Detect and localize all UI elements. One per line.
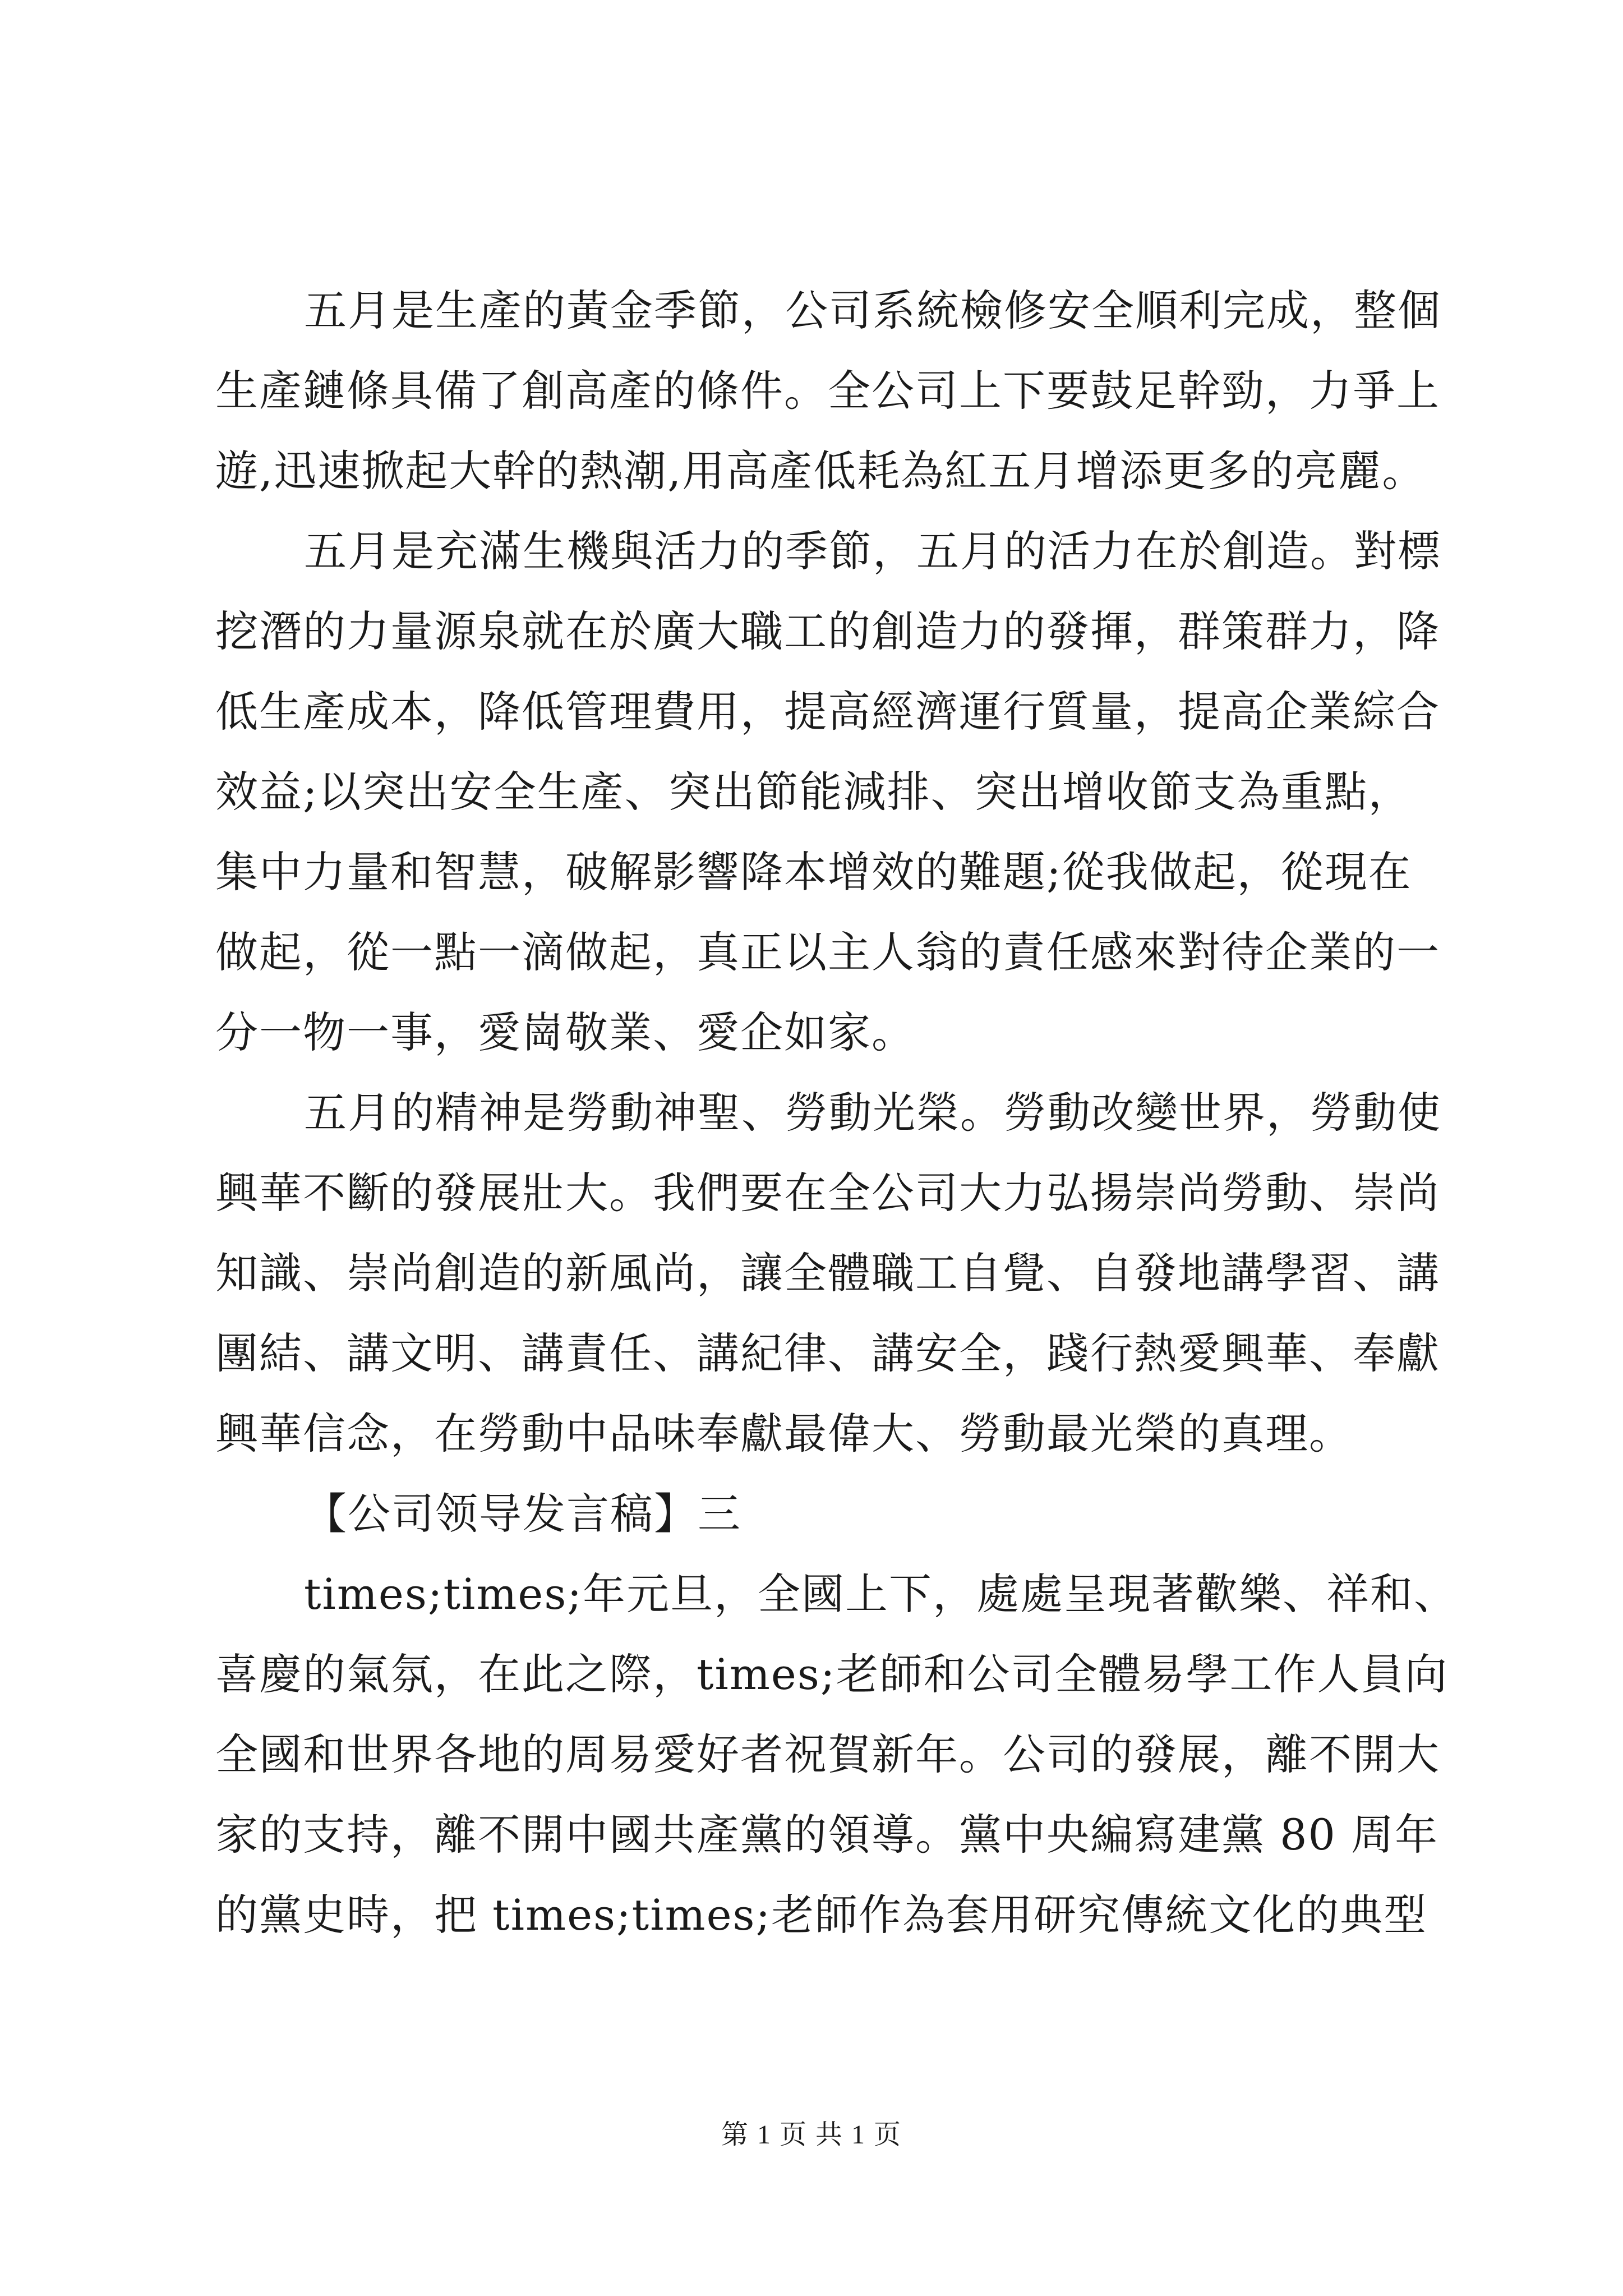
section-heading: 【公司领导发言稿】三 — [304, 1489, 741, 1539]
text-line: 效益;以突出安全生產、突出節能減排、突出增收節支為重點， — [215, 767, 1412, 817]
text-line: 的黨史時，把 times;times;老師作為套用研究傳統文化的典型 — [215, 1890, 1428, 1940]
document-body — [215, 270, 1458, 1955]
text-line: 低生產成本，降低管理費用，提高經濟運行質量，提高企業綜合 — [215, 687, 1440, 737]
text-line: 集中力量和智慧，破解影響降本增效的難題;從我做起，從現在 — [215, 847, 1412, 897]
text-line: 全國和世界各地的周易愛好者祝賀新年。公司的發展，離不開大 — [215, 1729, 1440, 1779]
text-line: 五月是充滿生機與活力的季節，五月的活力在於創造。對標 — [304, 526, 1441, 576]
page-footer: 第 1 页 共 1 页 — [721, 2120, 902, 2150]
text-line: 家的支持，離不開中國共產黨的領導。黨中央編寫建黨 80 周年 — [215, 1810, 1439, 1860]
text-line: 五月的精神是勞動神聖、勞動光榮。勞動改變世界，勞動使 — [304, 1088, 1441, 1138]
text-line: 生產鏈條具備了創高產的條件。全公司上下要鼓足幹勁，力爭上 — [215, 366, 1440, 416]
text-line: 喜慶的氣氛，在此之際，times;老師和公司全體易學工作人員向 — [215, 1649, 1449, 1699]
text-line: 挖潛的力量源泉就在於廣大職工的創造力的發揮，群策群力，降 — [215, 606, 1440, 656]
text-line: 興華信念，在勞動中品味奉獻最偉大、勞動最光榮的真理。 — [215, 1409, 1353, 1458]
text-line: 遊,迅速掀起大幹的熱潮,用高產低耗為紅五月增添更多的亮麗。 — [215, 446, 1426, 496]
text-line: 興華不斷的發展壯大。我們要在全公司大力弘揚崇尚勞動、崇尚 — [215, 1168, 1440, 1218]
text-line: times;times;年元旦，全國上下，處處呈現著歡樂、祥和、 — [304, 1569, 1458, 1619]
text-line: 分一物一事，愛崗敬業、愛企如家。 — [215, 1007, 915, 1057]
text-line: 做起，從一點一滴做起，真正以主人翁的責任感來對待企業的一 — [215, 927, 1440, 977]
text-line: 五月是生產的黃金季節，公司系統檢修安全順利完成，整個 — [304, 286, 1441, 335]
text-line: 知識、崇尚創造的新風尚，讓全體職工自覺、自發地講學習、講 — [215, 1248, 1440, 1298]
text-line: 團結、講文明、講責任、講紀律、講安全，踐行熱愛興華、奉獻 — [215, 1328, 1440, 1378]
